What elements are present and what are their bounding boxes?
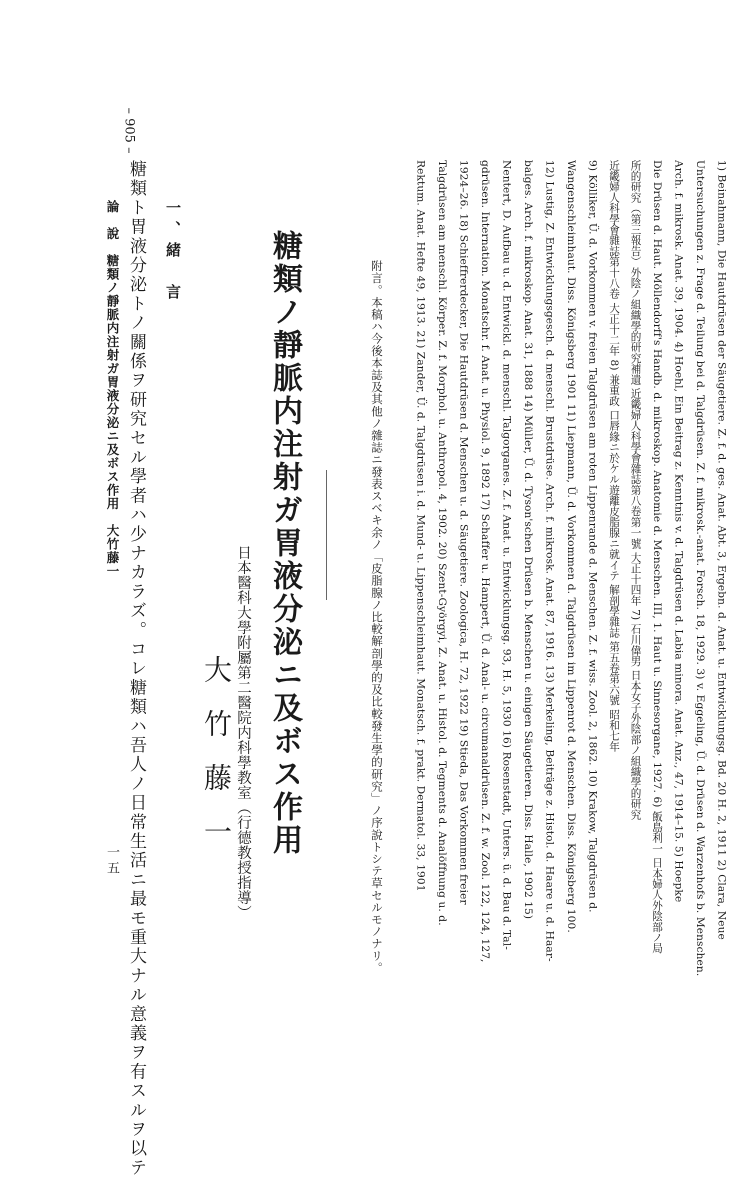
- section-heading: 一、緒 言: [164, 200, 182, 305]
- article-title: 糖類ノ靜脈内注射ガ胃液分泌ニ及ボス作用: [267, 230, 302, 857]
- reference-line: Talgdrüsen am menschl. Körper. Z. f. Morphol. u. Anthropol. 4, 1902. 20) Szent-Györgyi, Z. Anat. u. Histol. d. Tegments d. Analöffnung u. d.: [436, 160, 448, 926]
- reference-line: Arch. f. mikrosk. Anat. 39, 1904. 4) Hoehl, Ein Beitrag z. Kenntnis v. d. Talgdrüsen d. Labia minora. Anat. Anz., 47, 1914–15. 5) Hoepke: [672, 160, 685, 903]
- reference-line: 1924–26. 18) Schieffrerdecker, Die Hautdrüsen d. Menschen u. d. Säugetiere. Zoologica, H. 72, 1922 19) Stieda, Das Vorkommen freier: [457, 160, 470, 905]
- author-name: 大竹藤一: [200, 655, 233, 871]
- appendix-note: 附言。本稿ハ今後本誌及其他ノ雜誌ニ發表スベキ余ノ「皮脂腺ノ比較解剖學的及比較發生學的研究」ノ序說トシテ草セルモノナリ。: [370, 260, 384, 974]
- divider-rule: [326, 470, 327, 600]
- page-number: – 905 –: [121, 107, 137, 154]
- reference-line: balges. Arch. f. mikroskop. Anat. 31, 1888 14) Müller, Ü. d. Tyson'schen Drüsen b. Menschen u. einigen Säugetieren. Diss. Halle, 1902 15): [522, 160, 534, 920]
- reference-line: 1) Beinahmann, Die Hautdrüsen der Säugetiere. Z. f. d. ges. Anat. Abt. 3, Ergebn. d. Anat. u. Entwicklungsg. Bd. 20 H. 2, 1911 2) Clara, Neue: [715, 160, 728, 940]
- reference-line: 近畿婦人科學會雜誌第十八卷 大正十二年 8) 兼重政 口唇緣ニ於ケル遊離皮脂腺ニ就イテ 解剖學雜誌 第五卷第六號 昭和七年: [608, 160, 620, 752]
- affiliation: 日本醫科大學附屬第二醫院内科學教室（行德教授指導）: [235, 545, 251, 920]
- body-text: 糖類ト胃液分泌トノ關係ヲ研究セル學者ハ少ナカラズ。コレ糖類ハ吾人ノ日常生活ニ最モ重大ナル意義ヲ有スルヲ以テ: [126, 160, 146, 1178]
- reference-line: Nentert, D. Aufbau u. d. Entwickl. d. menschl. Talgorganes. Z. f. Anat. u. Entwicklungsg. 93, H. 5, 1930 16) Rosenstadt, Unters. ü. d. Bau d. Tal-: [500, 160, 513, 950]
- running-footer: 論 說 糖類ノ靜脈内注射ガ胃液分泌ニ及ボス作用 大竹藤一: [105, 200, 120, 578]
- footer-page-number: 一五: [104, 845, 119, 877]
- reference-line: Wangenschleimhaut. Diss. Königsberg 1901 11) Liepmann, Ü. d. Vorkommen d. Talgdrüsen im Lippenrot d. Menschen. Diss. Königsberg 100.: [565, 160, 577, 933]
- reference-line: 12) Lustig, Z. Entwicklungsgesch. d. menschl. Brustdrüse. Arch. f. mikrosk. Anat. 87, 1916. 13) Merkeling, Beiträge z. Histol. d. Haare u. d. Haar-: [543, 160, 556, 962]
- reference-line: Untersuchungen z. Frage d. Teilung bei d. Talgdrüsen. Z. f. mikrosk.-anat. Forsch. 18, 1929. 3) v. Eggeling, Ü. d. Drüsen d. Warzenhofs b. Menschen.: [694, 160, 706, 977]
- reference-line: 所的研究（第三報告）外陰ノ組織學的研究補遺 近畿婦人科學會雜誌第八卷第一號 大正十四年 7) 石川偉男 日本女子外陰部ノ組織學的研究: [629, 160, 642, 820]
- reference-line: Die Drüsen d. Haut. Möllendorff's Handb. d. mikroskop. Anatomie d. Menschen. III, 1. Haut u. Sinnesorgane, 1927. 6) 飯島利一 日本婦人外陰部ノ局: [651, 160, 663, 954]
- reference-line: 9) Kölliker, Ü. d. Vorkommen v. freien Talgdrüsen am roten Lippenrande d. Menschen. Z. f. wiss. Zool. 2, 1862. 10) Krakow, Talgdrüsen d.: [586, 160, 599, 913]
- reference-line: gdrüsen. Internation. Monatschr. f. Anat. u. Physiol. 9, 1892 17) Schaffer u. Hampert, Ü. d. Anal- u. circumanaldrüsen. Z. f. w. Zool. 122, 124, 127,: [479, 160, 491, 963]
- reference-line: Rektum. Anat. Hefte 49, 1913. 21) Zander, Ü. d. Talgdrüsen i. d. Mund- u. Lippenschleimhaut. Monatsch. f. prakt. Dermatol. 33, 1901: [414, 160, 427, 892]
